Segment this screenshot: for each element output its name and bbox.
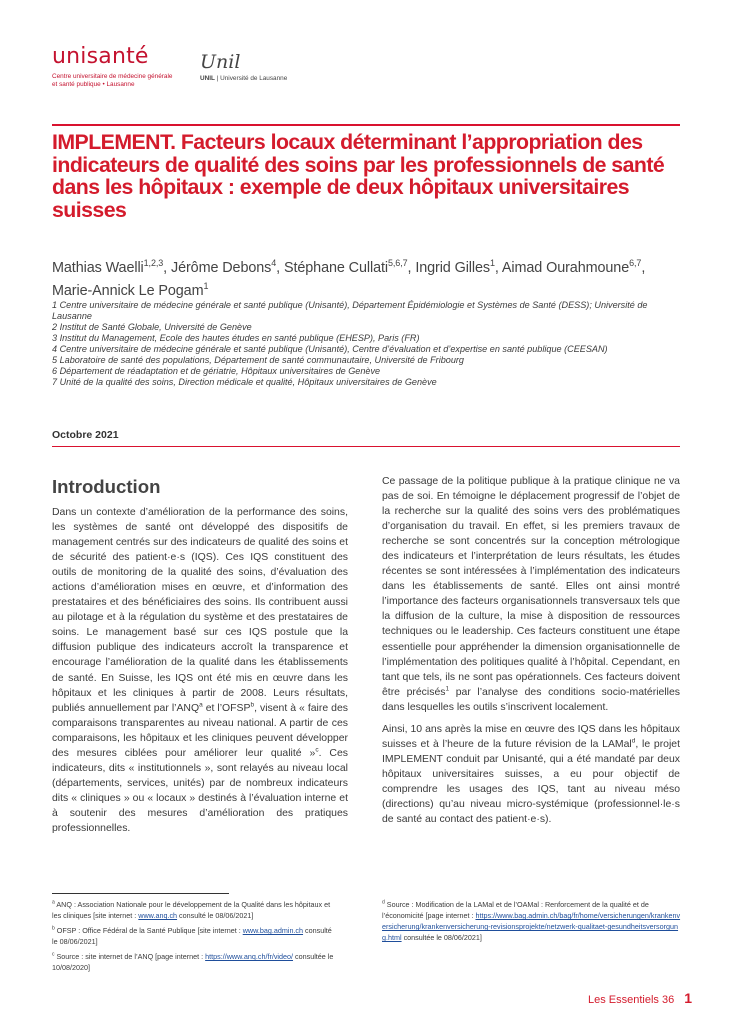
author-affiliation: 6,7: [629, 258, 642, 268]
author-affiliation: 1: [203, 280, 209, 291]
author: Marie-Annick Le Pogam: [52, 282, 204, 299]
footnote-link[interactable]: www.bag.admin.ch: [242, 926, 304, 935]
footnote-ref: c: [315, 746, 319, 754]
author-affiliation: 5,6,7: [387, 258, 408, 268]
footnote: $^d$ Source : Modification de la LAMal et de l’OAMal : Renforcement de la qualité et de l’économicité [page internet : https://www.bag.admin.ch/bag/fr/home/versicherungen/krankenversicherung/krankenversicherung-revisionsprojekte/netzwerk-qualitaet-gesundheitsversorgung.html consultée le 08/06/2021]: [382, 899, 681, 942]
footnote-ref: 1: [445, 685, 450, 693]
footnote: $^b$ OFSP : Office Fédéral de la Santé Publique [site internet : www.bag.admin.ch consulté le 08/06/2021]: [52, 925, 332, 946]
series-name: Les Essentiels 36: [587, 994, 675, 1006]
footnote-link[interactable]: www.anq.ch: [138, 911, 178, 920]
affiliation-item: 5 Laboratoire de santé des populations, Département de santé communautaire, Université de Fribourg: [52, 355, 464, 365]
page-footer: [588, 990, 692, 1006]
section-heading: Introduction: [52, 476, 161, 497]
author-list: Mathias Waelli$^{1,2,3}$, Jérôme Debons$^4$, Stéphane Cullati$^{5,6,7}$, Ingrid Gilles$^1$, Aimad Ourahmoune$^{6,7}$, Marie-Annick Le Pogam$^1$: [52, 258, 646, 299]
unil-wordmark: Unil: [200, 51, 241, 73]
paper-title: IMPLEMENT. Facteurs locaux déterminant l’appropriation des indicateurs de qualité des soins par les professionnels de santé dans les hôpitaux : exemple de deux hôpitaux universitaires suisses: [52, 130, 665, 222]
page-number: 1: [684, 990, 692, 1006]
unisante-logo: [52, 46, 172, 89]
affiliation-item: 1 Centre universitaire de médecine générale et santé publique (Unisanté), Département Épidémiologie et Systèmes de Santé (DESS); Université de Lausanne: [52, 300, 648, 321]
affiliation-item: 7 Unité de la qualité des soins, Direction médicale et qualité, Hôpitaux universitaires de Genève: [52, 377, 437, 387]
unisante-tagline-1: Centre universitaire de médecine générale: [52, 73, 173, 80]
footnote-link[interactable]: https://www.bag.admin.ch/bag/fr/home/versicherungen/krankenversicherung/krankenversicherung-revisionsprojekte/netzwerk-qualitaet-gesundheitsversorgung.html: [382, 911, 681, 942]
unil-tagline: UNIL | Université de Lausanne: [200, 75, 288, 82]
author-affiliation: 4: [271, 258, 277, 268]
author-affiliation: 1: [490, 258, 495, 268]
unisante-wordmark: unisanté: [52, 44, 149, 69]
right-column: [382, 474, 680, 834]
affiliation-item: 4 Centre universitaire de médecine générale et santé publique (Unisanté), Centre d’évaluation et d’expertise en santé publique (CEESAN): [52, 344, 608, 354]
date-divider: [52, 446, 680, 447]
author-affiliation: 1,2,3: [143, 258, 164, 268]
body-paragraph: Dans un contexte d’amélioration de la performance des soins, les systèmes de santé ont développé des dispositifs de management centrés sur des indicateurs de qualité des soins et de sécurité des patient·e·s (IQS). Ces IQS constituent des outils de monitoring de la qualité des soins, d’évaluation des actions d’amélioration mises en œuvre, et d’information des prestataires et des bénéficiaires des soins. Ils contribuent aussi au pilotage et à la régulation du système et des prestataires de soins. Le management basé sur ces IQS postule que la diffusion publique des indicateurs accroît la transparence et encourage l’amélioration de la qualité dans les établissements de santé. En Suisse, les IQS ont été mis en œuvre dans les hôpitaux et les cliniques à partir de 2008. Leurs résultats, publiés annuellement par l’ANQ$^a$ et l’OFSP$^b$, visent à « faire des comparaisons transparentes au niveau national. A partir de ces comparaisons, les hôpitaux et les cliniques peuvent développer des mesures ciblées pour améliorer leur qualité »$^c$. Ces indicateurs, dits « institutionnels », sont relayés au niveau local (départements, services, unités) par de nombreux indicateurs dits « cliniques » ou « locaux » destinés à l’évaluation interne et à soutenir des mesures d’amélioration des pratiques professionnelles.: [52, 507, 348, 834]
footnote-ref: b: [250, 701, 255, 709]
footnote-link[interactable]: https://www.anq.ch/fr/video/: [205, 952, 294, 961]
left-column: [52, 505, 348, 843]
footnote-divider: [52, 893, 229, 894]
affiliation-item: 3 Institut du Management, Ecole des hautes études en santé publique (EHESP), Paris (FR): [52, 333, 420, 343]
footnote-ref: d: [631, 737, 636, 745]
footnote-ref: a: [199, 701, 203, 709]
footnotes-left: [52, 899, 338, 977]
affiliations: [52, 300, 688, 388]
author: Jérôme Debons: [170, 259, 272, 276]
publication-date: Octobre 2021: [52, 429, 119, 441]
author: Aimad Ourahmoune: [501, 259, 630, 276]
affiliation-item: 6 Département de réadaptation et de gériatrie, Hôpitaux universitaires de Genève: [52, 366, 381, 376]
author: Stéphane Cullati: [283, 259, 388, 276]
author: Ingrid Gilles: [415, 259, 490, 276]
body-paragraph: Ce passage de la politique publique à la pratique clinique ne va pas de soi. En témoigne le déplacement progressif de l’objet de la recherche sur la qualité des soins vers des problématiques d’organisation du travail. En effet, si les premiers travaux de recherche se sont concentrés sur la conception métrologique des indicateurs et l’interprétation de leurs résultats, les études récentes se sont intéressées à l’implémentation des indicateurs dans les établissements de santé. Elles ont ainsi montré l’importance des facteurs organisationnels transversaux tels que la diffusion de la culture, la mise à disposition de ressources techniques ou le leadership. Ces facteurs constituent une étape essentielle pour appréhender la dimension organisationnelle de l’implémentation des politiques qualité à l’hôpital. Cependant, en tant que tels, ils ne sont pas opérationnels. Ces facteurs doivent être précisés$^1$ par l’analyse des conditions socio-matérielles dans lesquelles les outils s’inscrivent localement.: [382, 476, 680, 713]
header-divider: [52, 124, 680, 126]
footnote: $^a$ ANQ : Association Nationale pour le développement de la Qualité dans les hôpitaux et les cliniques [site internet : www.anq.ch consulté le 08/06/2021]: [52, 899, 331, 920]
author: Mathias Waelli: [52, 259, 144, 276]
footnotes-right: [382, 899, 682, 947]
body-paragraph: Ainsi, 10 ans après la mise en œuvre des IQS dans les hôpitaux suisses et à l’heure de la future révision de la LAMal$^d$, le projet IMPLEMENT conduit par Unisanté, qui a été mandaté par deux hôpitaux universitaires suisses, a eu pour objectif de comprendre les usages des IQS, tant au niveau méso (directions) qu’au niveau micro-systémique (professionnel·le·s de santé au contact des patient·e·s).: [382, 723, 681, 826]
unil-logo: [200, 52, 287, 82]
footnote: $^c$ Source : site internet de l’ANQ [page internet : https://www.anq.ch/fr/video/ consultée le 10/08/2020]: [52, 951, 334, 972]
affiliation-item: 2 Institut de Santé Globale, Université de Genève: [52, 322, 252, 332]
unisante-tagline-2: et santé publique • Lausanne: [52, 81, 135, 88]
